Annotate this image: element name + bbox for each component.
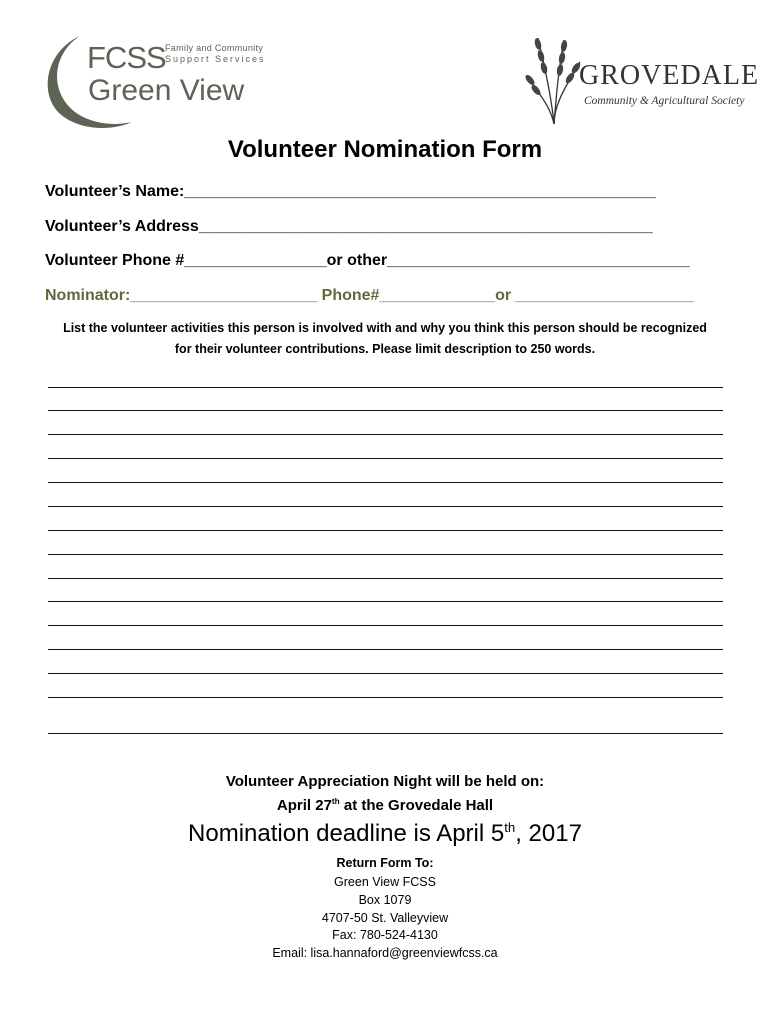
description-line[interactable] [48, 697, 723, 698]
fcss-location: Green View [88, 74, 245, 107]
grovedale-society: Community & Agricultural Society [584, 95, 745, 107]
event-date-sup: th [331, 797, 340, 806]
event-date-prefix: April 27 [276, 797, 332, 814]
return-email[interactable]: Email: lisa.hannaford@greenviewfcss.ca [272, 946, 498, 960]
volunteer-phone-field[interactable]: Volunteer Phone #________________or other__________________________________ [45, 252, 690, 269]
return-org: Green View FCSS [334, 875, 436, 889]
return-box: Box 1079 [358, 893, 412, 907]
instructions-line1: List the volunteer activities this person is involved with and why you think this person should be recognized [63, 321, 707, 335]
fcss-subtitle-line2: Support Services [165, 54, 266, 64]
volunteer-address-field[interactable]: Volunteer’s Address___________________________________________________ [45, 218, 653, 235]
deadline-suffix: , 2017 [515, 820, 582, 847]
instructions [40, 318, 730, 360]
description-line[interactable] [48, 434, 723, 435]
grovedale-name: GROVEDALE [579, 60, 760, 91]
description-line[interactable] [48, 554, 723, 555]
description-line[interactable] [48, 625, 723, 626]
description-line[interactable] [48, 673, 723, 674]
description-line[interactable] [48, 410, 723, 411]
description-line[interactable] [48, 530, 723, 531]
deadline-prefix: Nomination deadline is April 5 [188, 820, 505, 847]
description-line[interactable] [48, 387, 723, 388]
form-title: Volunteer Nomination Form [227, 136, 543, 163]
fcss-name: FCSS [87, 40, 166, 75]
description-line[interactable] [48, 578, 723, 579]
return-address: 4707-50 St. Valleyview [321, 911, 449, 925]
wheat-icon [524, 32, 584, 127]
description-line[interactable] [48, 601, 723, 602]
instructions-line2: for their volunteer contributions. Please limit description to 250 words. [174, 342, 596, 356]
description-line[interactable] [48, 733, 723, 734]
deadline-sup: th [504, 820, 516, 835]
description-line[interactable] [48, 482, 723, 483]
description-line[interactable] [48, 506, 723, 507]
nominator-field[interactable]: Nominator:_____________________ Phone#_____________or ____________________ [45, 287, 694, 304]
fcss-subtitle-line1: Family and Community [165, 43, 264, 53]
nomination-deadline [0, 820, 770, 848]
description-line[interactable] [48, 649, 723, 650]
grovedale-logo [524, 32, 760, 127]
return-heading: Return Form To: [336, 856, 434, 870]
fcss-logo [40, 30, 270, 135]
volunteer-name-field[interactable]: Volunteer’s Name:_____________________________________________________ [45, 183, 656, 200]
event-date-suffix: at the Grovedale Hall [339, 797, 494, 814]
event-announcement: Volunteer Appreciation Night will be held on: [225, 773, 545, 790]
description-line[interactable] [48, 458, 723, 459]
return-fax: Fax: 780-524-4130 [332, 928, 438, 942]
event-date [0, 797, 770, 814]
